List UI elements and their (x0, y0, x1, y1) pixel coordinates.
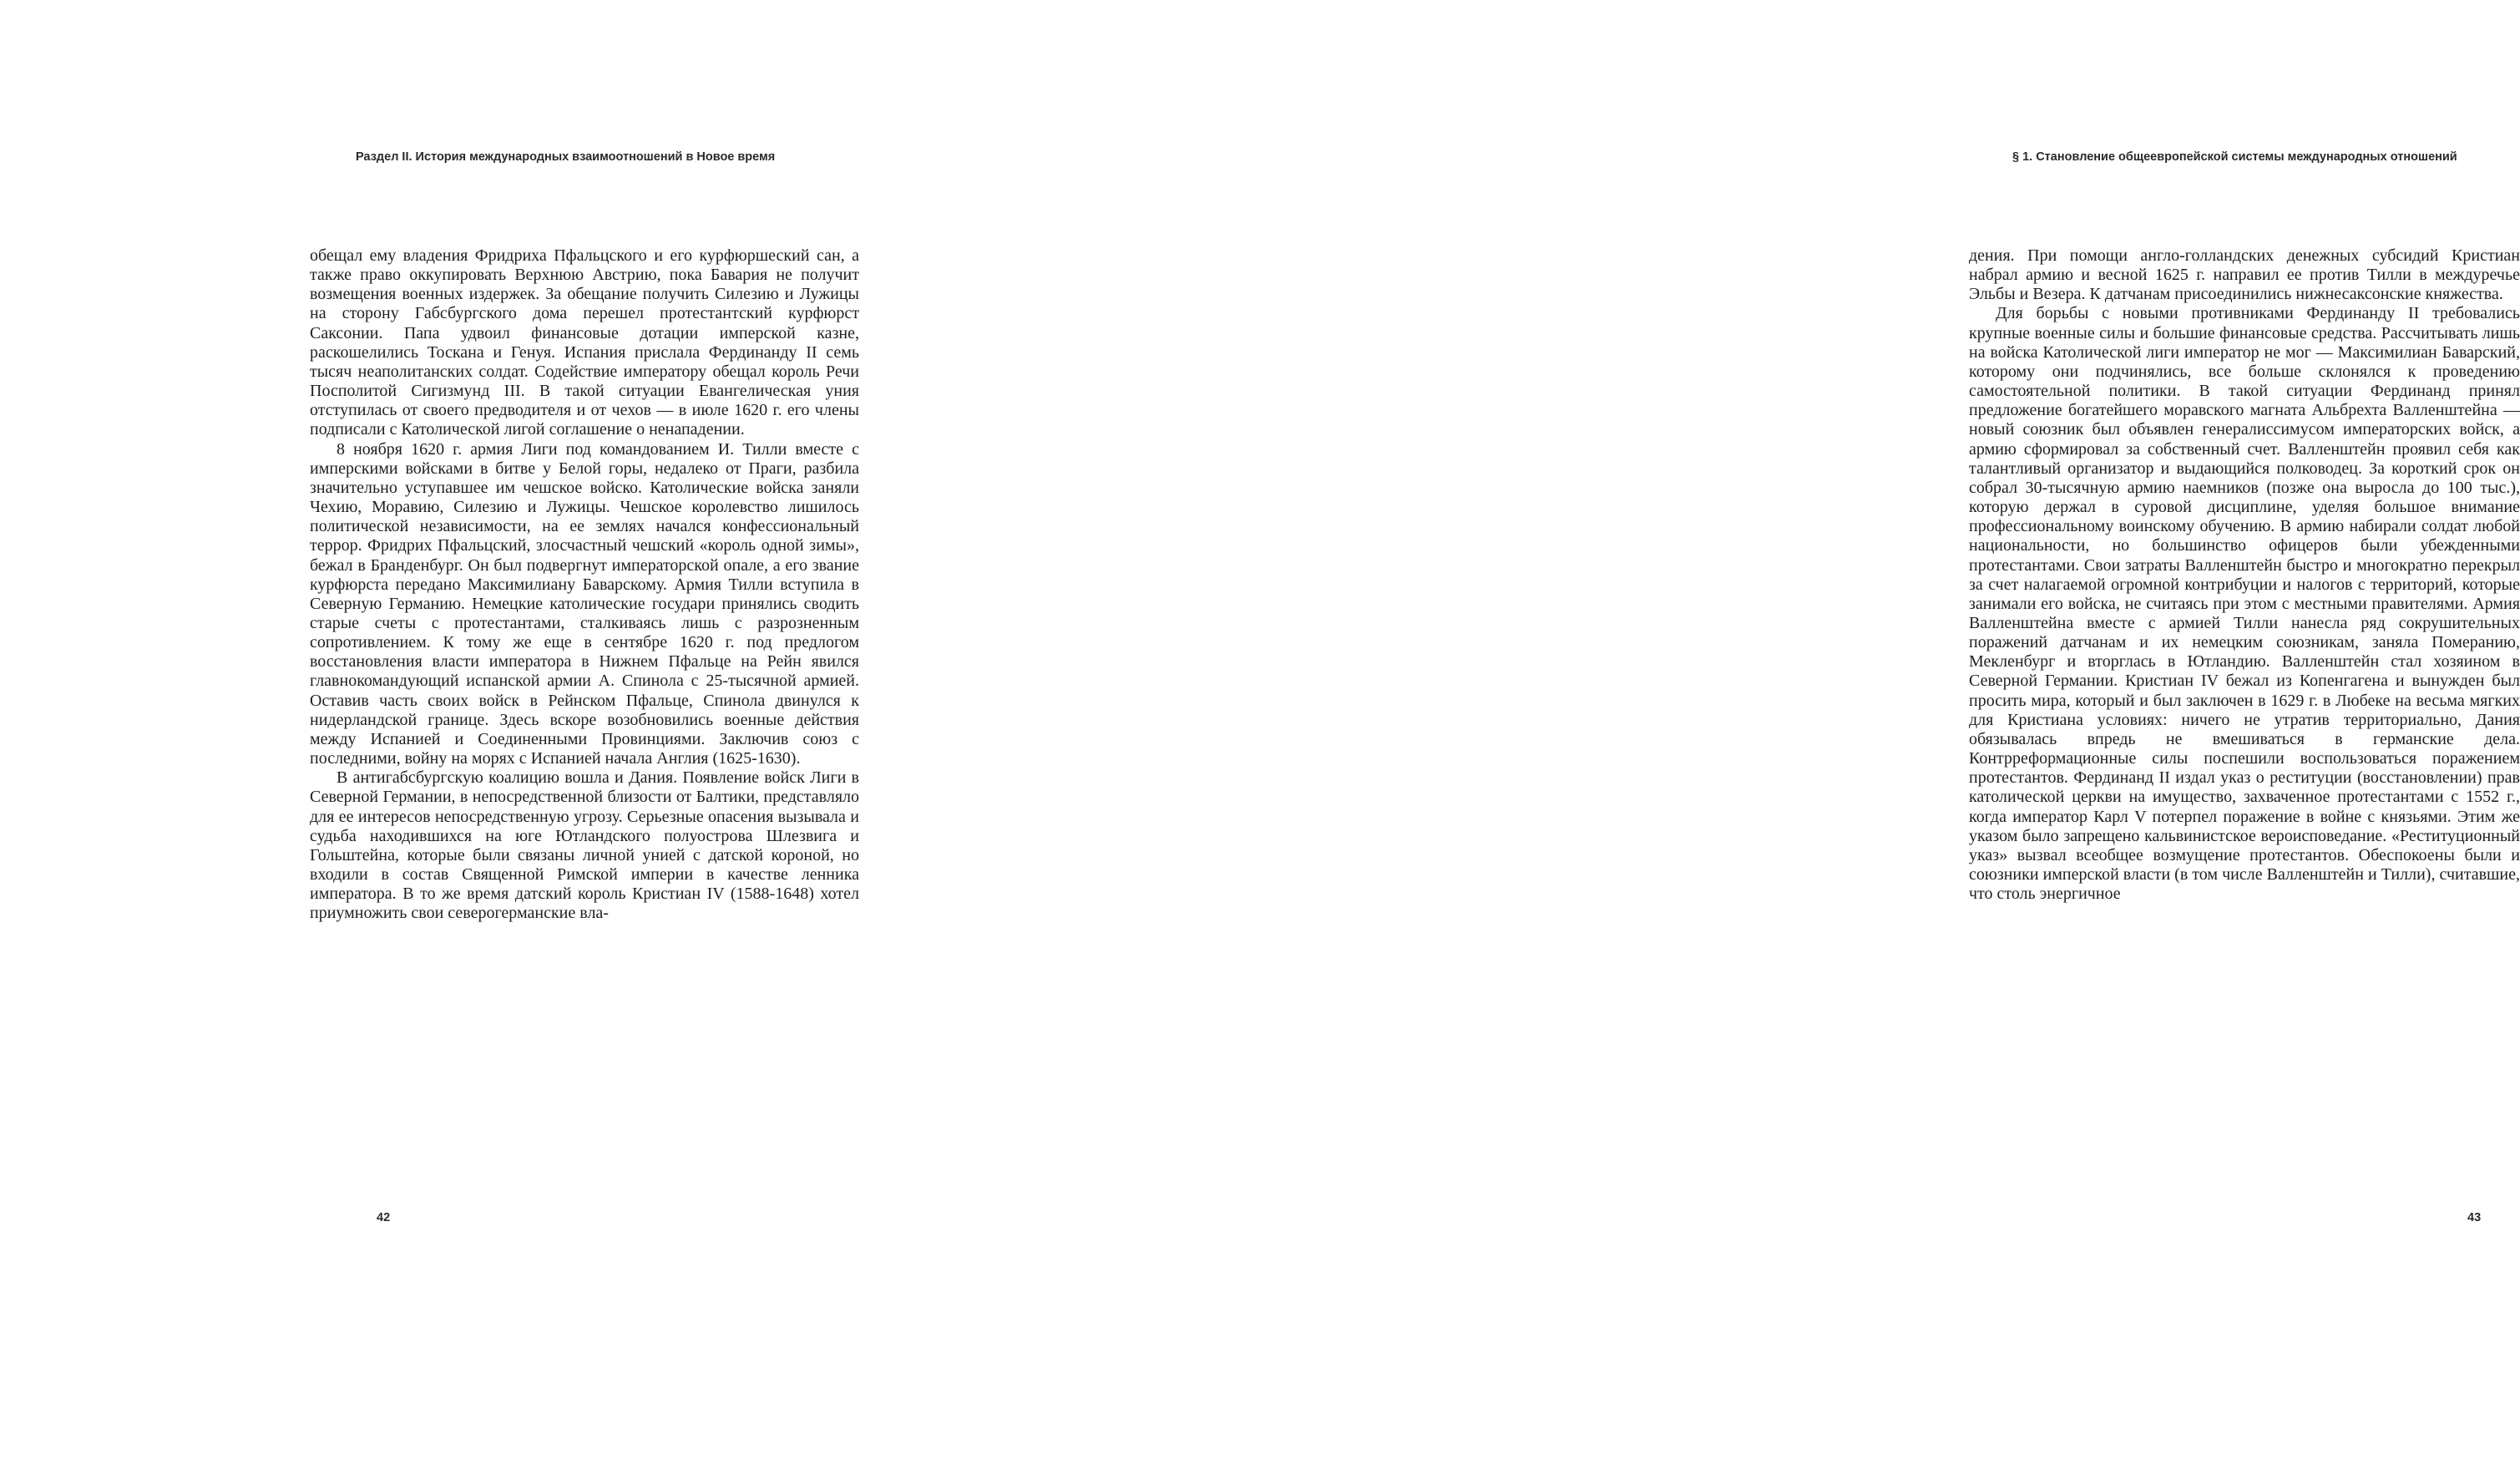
right-running-head: § 1. Становление общеевропейской системы международных отношений (2012, 150, 2457, 164)
right-body-text (1969, 246, 2520, 904)
paragraph: обещал ему владения Фридриха Пфальцского и его курфюршеский сан, а также право оккупировать Верхнюю Австрию, пока Бавария не получит возмещения военных издержек. За обещание получить Силезию и Лужицы на сторону Габсбургского дома перешел протестантский курфюрст Саксонии. Папа удвоил финансовые дотации имперской казне, раскошелились Тоскана и Генуя. Испания прислала Фердинанду II семь тысяч неаполитанских солдат. Содействие императору обещал король Речи Посполитой Сигизмунд III. В такой ситуации Евангелическая уния отступилась от своего предводителя и от чехов — в июле 1620 г. его члены подписали с Католической лигой соглашение о ненападении. (310, 246, 859, 439)
left-page (0, 0, 1035, 1465)
paragraph: 8 ноября 1620 г. армия Лиги под командованием И. Тилли вместе с имперскими войсками в битве у Белой горы, недалеко от Праги, разбила значительно уступавшее им чешское войско. Католические войска заняли Чехию, Моравию, Силезию и Лужицы. Чешское королевство лишилось политической независимости, на ее землях начался конфессиональный террор. Фридрих Пфальцский, злосчастный чешский «король одной зимы», бежал в Бранденбург. Он был подвергнут императорской опале, а его звание курфюрста передано Максимилиану Баварскому. Армия Тилли вступила в Северную Германию. Немецкие католические государи принялись сводить старые счеты с протестантами, сталкиваясь лишь с разрозненным сопротивлением. К тому же еще в сентябре 1620 г. под предлогом восстановления власти императора в Нижнем Пфальце на Рейн явился главнокомандующий испанской армии А. Спинола с 25-тысячной армией. Оставив часть своих войск в Рейнском Пфальце, Спинола двинулся к нидерландской границе. Здесь вскоре возобновились военные действия между Испанией и Соединенными Провинциями. Заключив союз с последними, войну на морях с Испанией начала Англия (1625-1630). (310, 439, 859, 768)
paragraph: дения. При помощи англо-голландских денежных субсидий Кристиан набрал армию и весной 1625 г. направил ее против Тилли в междуречье Эльбы и Везера. К датчанам присоединились нижнесаксонские княжества. (1969, 246, 2520, 304)
left-running-head: Раздел II. История международных взаимоотношений в Новое время (356, 150, 776, 164)
right-page-number: 43 (2467, 1211, 2482, 1224)
paragraph: Для борьбы с новыми противниками Фердинанду II требовались крупные военные силы и большие финансовые средства. Рассчитывать лишь на войска Католической лиги император не мог — Максимилиан Баварский, которому они подчинялись, все больше склонялся к проведению самостоятельной политики. В такой ситуации Фердинанд принял предложение богатейшего моравского магната Альбрехта Валленштейна — новый союзник был объявлен генералиссимусом императорских войск, а армию сформировал за собственный счет. Валленштейн проявил себя как талантливый организатор и выдающийся полководец. За короткий срок он собрал 30-тысячную армию наемников (позже она выросла до 100 тыс.), которую держал в суровой дисциплине, уделяя большое внимание профессиональному воинскому обучению. В армию набирали солдат любой национальности, но большинство офицеров были убежденными протестантами. Свои затраты Валленштейн быстро и многократно перекрыл за счет налагаемой огромной контрибуции и налогов с территорий, которые занимали его войска, не считаясь при этом с местными правителями. Армия Валленштейна вместе с армией Тилли нанесла ряд сокрушительных поражений датчанам и их немецким союзникам, заняла Померанию, Мекленбург и вторглась в Ютландию. Валленштейн стал хозяином в Северной Германии. Кристиан IV бежал из Копенгагена и вынужден был просить мира, который и был заключен в 1629 г. в Любеке на весьма мягких для Кристиана условиях: ничего не утратив территориально, Дания обязывалась впредь не вмешиваться в германские дела. Контрреформационные силы поспешили воспользоваться поражением протестантов. Фердинанд II издал указ о реституции (восстановлении) прав католической церкви на имущество, захваченное протестантами с 1552 г., когда император Карл V потерпел поражение в войне с князьями. Этим же указом было запрещено кальвинистское вероисповедание. «Реституционный указ» вызвал всеобщее возмущение протестантов. Обеспокоены были и союзники имперской власти (в том числе Валленштейн и Тилли), считавшие, что столь энергичное (1969, 304, 2520, 904)
left-page-number: 42 (377, 1211, 391, 1224)
left-body-text (310, 246, 859, 923)
paragraph: В антигабсбургскую коалицию вошла и Дания. Появление войск Лиги в Северной Германии, в непосредственной близости от Балтики, представляло для ее интересов непосредственную угрозу. Серьезные опасения вызывала и судьба находившихся на юге Ютландского полуострова Шлезвига и Гольштейна, которые были связаны личной унией с датской короной, но входили в состав Священной Римской империи в качестве ленника императора. В то же время датский король Кристиан IV (1588-1648) хотел приумножить свои северогерманские вла- (310, 768, 859, 923)
right-page (1035, 0, 2520, 1465)
